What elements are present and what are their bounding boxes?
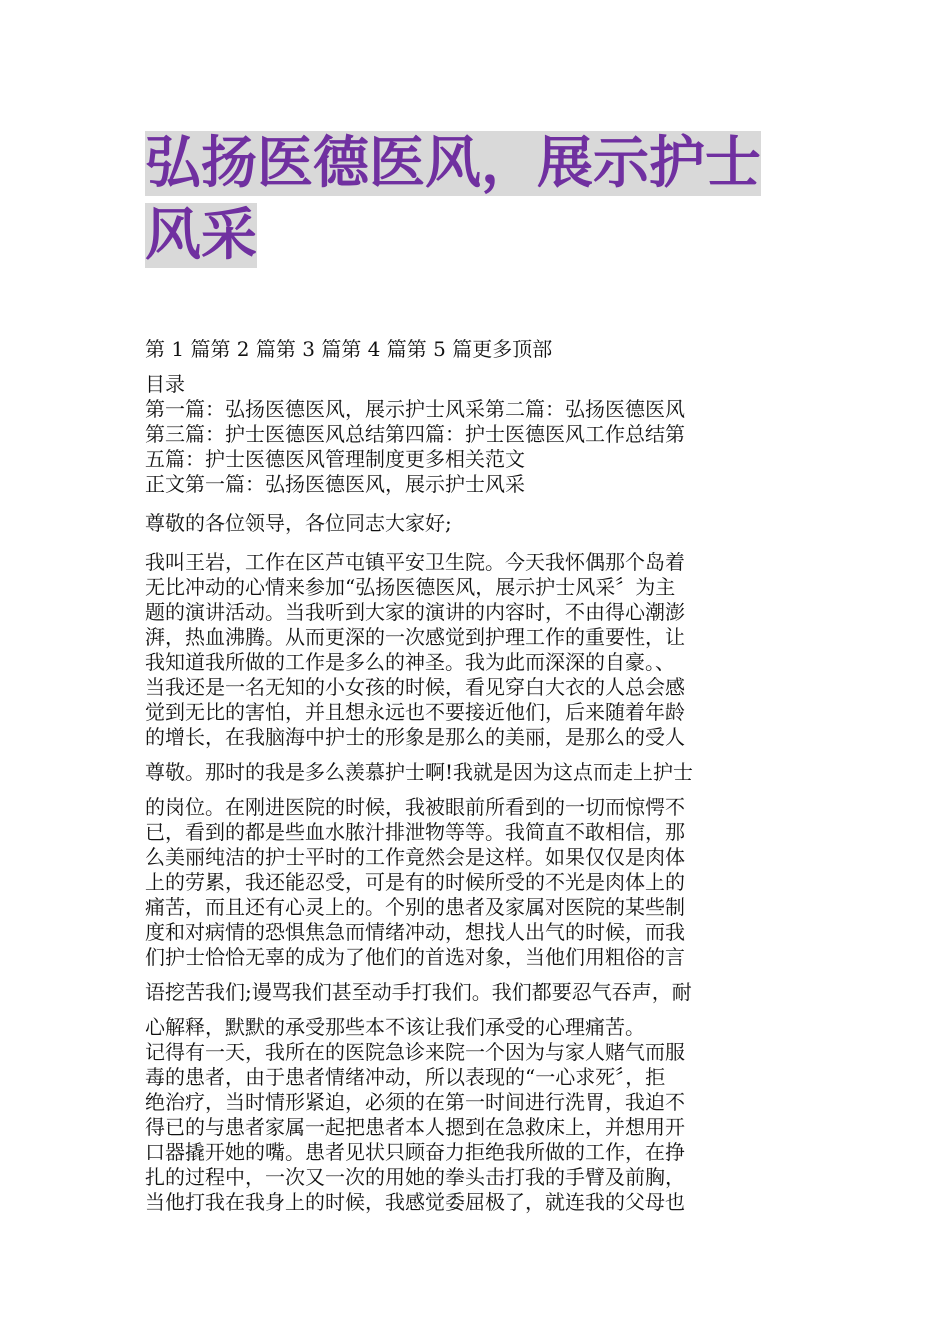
paragraph-line: 痛苦，而且还有心灵上的。个别的患者及家属对医院的某些制 — [145, 895, 685, 919]
title-line-2: 风采 — [145, 203, 257, 268]
paragraph-line: 心解释，默默的承受那些本不该让我们承受的心理痛苦。 — [145, 1015, 645, 1039]
paragraph-line: 我叫王岩，工作在区芦屯镇平安卫生院。今天我怀偶那个岛着 — [145, 550, 685, 574]
paragraph-line: 当我还是一名无知的小女孩的时候，看见穿白大衣的人总会感 — [145, 675, 685, 699]
document-body — [145, 372, 810, 1215]
paragraph-line: 度和对病情的恐惧焦急而情绪冲动，想找人出气的时候，而我 — [145, 920, 685, 944]
paragraph-line: 的岗位。在刚进医院的时候，我被眼前所看到的一切而惊愕不 — [145, 795, 685, 819]
paragraph-line: 尊敬。那时的我是多么羡慕护士啊!我就是因为这点而走上护士 — [145, 760, 694, 784]
paragraph-line: 的增长，在我脑海中护士的形象是那么的美丽，是那么的受人 — [145, 725, 685, 749]
chapter-nav[interactable]: 第 1 篇第 2 篇第 3 篇第 4 篇第 5 篇更多顶部 — [145, 337, 553, 361]
paragraph-line: 我知道我所做的工作是多么的神圣。我为此而深深的自豪。、 — [145, 650, 675, 674]
toc-heading: 目录 — [145, 372, 185, 396]
paragraph-line: 们护士恰恰无辜的成为了他们的首选对象，当他们用粗俗的言 — [145, 945, 685, 969]
paragraph-line: 绝治疗，当时情形紧迫，必须的在第一时间进行洗胃，我迫不 — [145, 1090, 685, 1114]
paragraph-line: 么美丽纯洁的护士平时的工作竟然会是这样。如果仅仅是肉体 — [145, 845, 685, 869]
paragraph-line: 毒的患者，由于患者情绪冲动，所以表现的“一心求死〞，拒 — [145, 1065, 666, 1089]
paragraph-line: 上的劳累，我还能忍受，可是有的时候所受的不光是肉体上的 — [145, 870, 685, 894]
greeting: 尊敬的各位领导，各位同志大家好; — [145, 511, 452, 535]
toc-line[interactable]: 正文第一篇：弘扬医德医风，展示护士风采 — [145, 472, 525, 496]
paragraph-line: 无比冲动的心情来参加“弘扬医德医风，展示护士风采〞为主 — [145, 575, 676, 599]
toc-line[interactable]: 第三篇：护士医德医风总结第四篇：护士医德医风工作总结第 — [145, 422, 685, 446]
paragraph-line: 觉到无比的害怕，并且想永远也不要接近他们，后来随着年龄 — [145, 700, 685, 724]
paragraph-line: 语挖苦我们;谩骂我们甚至动手打我们。我们都要忍气吞声，耐 — [145, 980, 692, 1004]
toc-line[interactable]: 五篇：护士医德医风管理制度更多相关范文 — [145, 447, 525, 471]
document-title — [145, 128, 810, 272]
paragraph-line: 记得有一天，我所在的医院急诊来院一个因为与家人赌气而服 — [145, 1040, 685, 1064]
paragraph-line: 当他打我在我身上的时候，我感觉委屈极了，就连我的父母也 — [145, 1190, 685, 1214]
paragraph-line: 题的演讲活动。当我听到大家的演讲的内容时，不由得心潮澎 — [145, 600, 685, 624]
paragraph-line: 扎的过程中，一次又一次的用她的拳头击打我的手臂及前胸， — [145, 1165, 685, 1189]
paragraph-line: 已，看到的都是些血水脓汁排泄物等等。我简直不敢相信，那 — [145, 820, 685, 844]
paragraph-line: 口器撬开她的嘴。患者见状只顾奋力拒绝我所做的工作，在挣 — [145, 1140, 685, 1164]
toc-line[interactable]: 第一篇：弘扬医德医风，展示护士风采第二篇：弘扬医德医风 — [145, 397, 685, 421]
paragraph-line: 得已的与患者家属一起把患者本人摁到在急救床上，并想用开 — [145, 1115, 685, 1139]
paragraph-line: 湃，热血沸腾。从而更深的一次感觉到护理工作的重要性，让 — [145, 625, 685, 649]
title-line-1: 弘扬医德医风，展示护士 — [145, 131, 761, 196]
